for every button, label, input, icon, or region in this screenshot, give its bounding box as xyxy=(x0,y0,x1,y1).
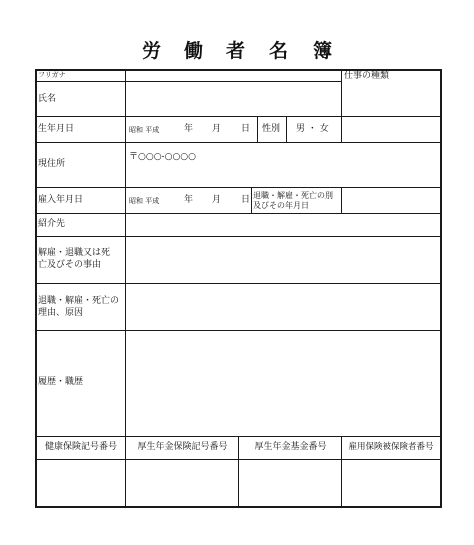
table-border-right xyxy=(440,69,442,508)
health-insurance-field[interactable] xyxy=(37,461,124,505)
retire-label-right xyxy=(341,187,342,213)
retire-date-field[interactable] xyxy=(343,189,439,212)
dismissal-field[interactable] xyxy=(127,238,439,282)
name-field[interactable] xyxy=(127,83,339,115)
title-char: 働 xyxy=(184,40,204,62)
pension-insurance-header: 厚生年金保険記号番号 xyxy=(137,442,228,452)
pension-fund-header: 厚生年金基金番号 xyxy=(254,442,327,452)
address-label: 現住所 xyxy=(38,159,66,169)
address-field[interactable] xyxy=(127,164,439,186)
birth-day-unit: 日 xyxy=(241,124,251,134)
reason-field[interactable] xyxy=(127,285,439,329)
furigana-label: フリガナ xyxy=(38,71,66,79)
hire-date-label: 雇入年月日 xyxy=(38,195,84,205)
gender-label-left xyxy=(257,116,258,142)
retire-date-label-line2: 及びその年月日 xyxy=(253,201,309,210)
reason-label-line2: 理由、原因 xyxy=(38,308,84,318)
row-divider xyxy=(35,187,441,188)
title-char: 名 xyxy=(269,40,289,62)
reason-label-line1: 退職・解雇・死亡の xyxy=(38,296,120,306)
referrer-field[interactable] xyxy=(127,215,439,235)
health-insurance-header: 健康保険記号番号 xyxy=(44,442,117,452)
title-char: 簿 xyxy=(313,40,333,62)
hire-month-unit: 月 xyxy=(212,195,222,205)
title-char: 労 xyxy=(142,40,162,62)
hire-day-unit: 日 xyxy=(241,195,251,205)
insurance-divider xyxy=(238,436,239,507)
row-divider xyxy=(35,213,441,214)
history-field[interactable] xyxy=(127,332,439,435)
row-divider xyxy=(35,236,441,237)
gender-label-right xyxy=(286,116,287,142)
birth-year-unit: 年 xyxy=(184,124,194,134)
gender-options[interactable]: 男 ・ 女 xyxy=(296,124,329,134)
dismissal-label-line1: 解雇・退職又は死 xyxy=(38,248,111,258)
label-column-divider xyxy=(125,69,126,436)
row-divider xyxy=(35,283,441,284)
retire-date-label-line1: 退職・解雇・死亡の別 xyxy=(253,191,333,200)
hire-year-unit: 年 xyxy=(184,195,194,205)
dismissal-label-line2: 亡及びその事由 xyxy=(38,260,102,270)
insurance-divider xyxy=(125,436,126,507)
employment-insurance-header: 雇用保険被保険者番号 xyxy=(348,442,434,452)
pension-insurance-field[interactable] xyxy=(127,461,237,505)
history-label: 履歴・職歴 xyxy=(38,377,84,387)
row-divider xyxy=(35,81,341,82)
hire-era: 昭和 平成 xyxy=(129,197,160,205)
referrer-label: 紹介先 xyxy=(38,219,66,229)
row-divider xyxy=(35,330,441,331)
job-type-field[interactable] xyxy=(343,83,439,141)
gender-label: 性別 xyxy=(262,124,281,134)
retire-label-left xyxy=(251,187,252,213)
birth-date-label: 生年月日 xyxy=(38,124,75,134)
birth-month-unit: 月 xyxy=(212,124,222,134)
birth-era: 昭和 平成 xyxy=(129,126,160,134)
form-title xyxy=(0,36,474,62)
row-divider xyxy=(35,142,441,143)
job-column-divider xyxy=(341,69,342,143)
employment-insurance-field[interactable] xyxy=(343,461,439,505)
job-type-label: 仕事の種類 xyxy=(344,71,390,81)
postal-code: 〒○○○-○○○○ xyxy=(129,152,197,162)
name-label: 氏名 xyxy=(38,94,57,104)
pension-fund-field[interactable] xyxy=(240,461,340,505)
title-char: 者 xyxy=(226,40,246,62)
